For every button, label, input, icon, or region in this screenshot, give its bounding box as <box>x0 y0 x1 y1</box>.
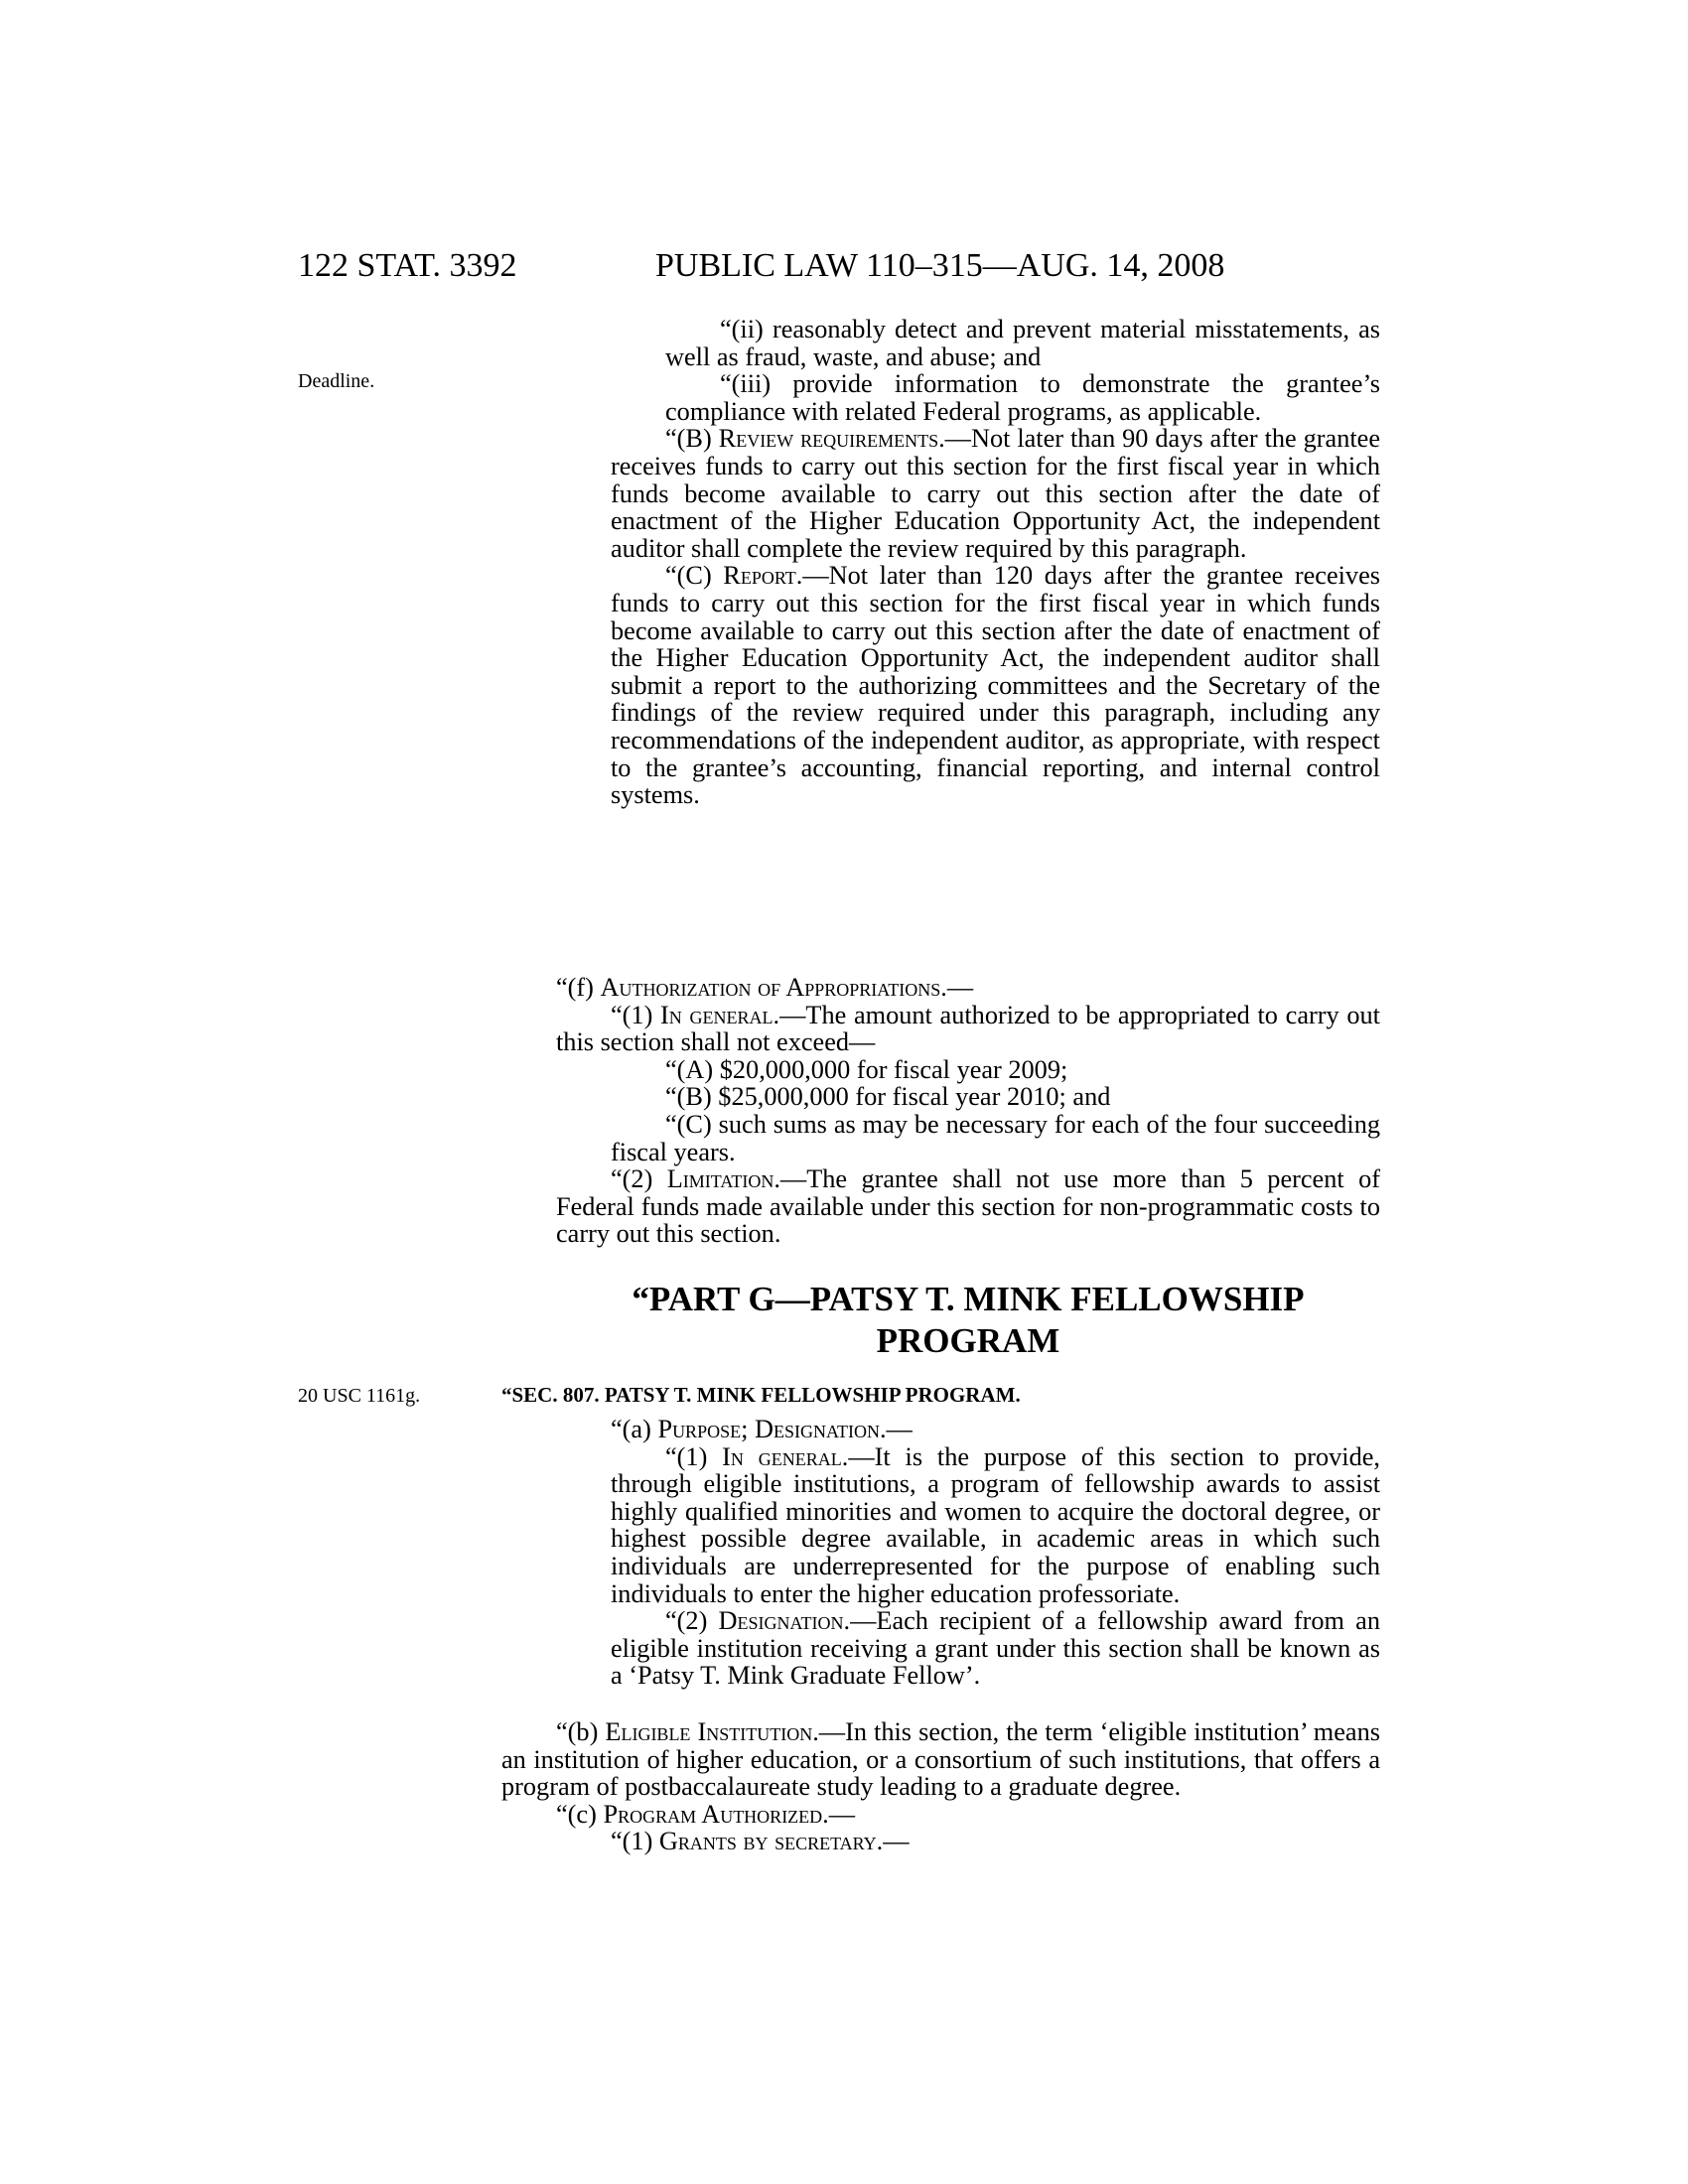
subsection-a <box>556 1416 1380 1443</box>
section-heading: “SEC. 807. PATSY T. MINK FELLOWSHIP PROGRAM. <box>501 1383 1021 1407</box>
subsection-c-label: “(c) <box>556 1799 604 1829</box>
subparagraph-b <box>556 425 1380 562</box>
subparagraph-b-heading: Review requirements. <box>718 424 945 454</box>
text-block-upper <box>556 316 1380 809</box>
text-block-section-807 <box>556 1416 1380 1690</box>
subsection-a-heading: Purpose; Designation. <box>657 1415 887 1443</box>
subparagraph-b-text: —Not later than 90 days after the grantee receives funds to carry out this section for the first fiscal year in which funds become available to carry out this section after the date of enactment of the Higher Education Opportunity Act, the independent auditor shall complete the review required by this paragraph. <box>611 424 1380 563</box>
paragraph-c1 <box>501 1828 1380 1855</box>
paragraph-a1 <box>556 1443 1380 1608</box>
subsection-b-heading: Eligible Institution. <box>605 1717 819 1746</box>
subsection-b-text: —In this section, the term ‘eligible institution’ means an institution of higher education, or a consortium of such institutions, that offers a program of postbaccalaureate study leading to a graduate degree. <box>501 1717 1380 1802</box>
paragraph-f1-label: “(1) <box>611 1000 661 1029</box>
margin-note-usc: 20 USC 1161g. <box>298 1385 421 1407</box>
subsection-b <box>501 1718 1380 1801</box>
paragraph-c1-heading: Grants by secretary. <box>658 1827 884 1856</box>
subparagraph-f1-c: “(C) such sums as may be necessary for each of the four succeeding fiscal years. <box>611 1109 1380 1166</box>
paragraph-c1-dash: — <box>883 1827 910 1856</box>
subparagraph-c-heading: Report. <box>723 561 803 591</box>
paragraph-f2 <box>556 1165 1380 1248</box>
paragraph-a2-text: —Each recipient of a fellowship award from an eligible institution receiving a grant under this section shall be known as a ‘Patsy T. Mink Graduate Fellow’. <box>611 1606 1380 1691</box>
page-stat-citation: 122 STAT. 3392 <box>298 247 517 284</box>
part-title-line-1: “PART G—PATSY T. MINK FELLOWSHIP <box>632 1280 1305 1318</box>
paragraph-a2-label: “(2) <box>665 1606 719 1636</box>
subparagraph-f1-a: “(A) $20,000,000 for fiscal year 2009; <box>665 1054 1068 1084</box>
paragraph-a2-heading: Designation. <box>718 1606 851 1636</box>
paragraph-f2-heading: Limitation. <box>666 1164 780 1194</box>
clause-ii: “(ii) reasonably detect and prevent material misstatements, as well as fraud, waste, and abuse; and <box>665 315 1380 371</box>
subsection-c-dash: — <box>828 1799 856 1829</box>
page-running-title: PUBLIC LAW 110–315—AUG. 14, 2008 <box>655 247 1225 284</box>
subsection-f <box>556 974 1380 1002</box>
part-title <box>556 1279 1380 1362</box>
paragraph-a1-heading: In general. <box>722 1441 849 1471</box>
subsection-a-label: “(a) <box>611 1415 658 1443</box>
subsection-f-dash: — <box>946 973 974 1002</box>
paragraph-f1-text: —The amount authorized to be appropriated to carry out this section shall not exceed— <box>556 1000 1380 1057</box>
subsection-b-label: “(b) <box>556 1717 606 1746</box>
paragraph-a2 <box>556 1607 1380 1690</box>
text-block-eligible-institution <box>501 1718 1380 1855</box>
paragraph-c1-label: “(1) <box>611 1827 659 1856</box>
paragraph-a1-label: “(1) <box>665 1441 723 1471</box>
subsection-a-dash: — <box>886 1415 913 1443</box>
paragraph-a1-text: —It is the purpose of this section to provide, through eligible institutions, a program of fellowship awards to assist highly qualified minorities and women to acquire the doctoral degree, or highest possible degree available, in academic areas in which such individuals are underrepresented for the purpose of enabling such individuals to enter the higher education professoriate. <box>611 1441 1380 1608</box>
subsection-c <box>501 1801 1380 1829</box>
subsection-c-heading: Program Authorized. <box>603 1799 829 1829</box>
subsection-f-label: “(f) <box>556 973 601 1002</box>
subparagraph-f1-b: “(B) $25,000,000 for fiscal year 2010; and <box>665 1082 1111 1112</box>
subparagraph-c-label: “(C) <box>665 561 724 591</box>
clause-iii: “(iii) provide information to demonstrate the grantee’s compliance with related Federal programs, as applicable. <box>665 369 1380 426</box>
subparagraph-c-text: —Not later than 120 days after the grantee receives funds to carry out this section for the first fiscal year in which funds become available to carry out this section after the date of enactment of the Higher Education Opportunity Act, the independent auditor shall submit a report to the authorizing committees and the Secretary of the findings of the review required under this paragraph, including any recommendations of the independent auditor, as appropriate, with respect to the grantee’s accounting, financial reporting, and internal control systems. <box>611 561 1380 810</box>
part-title-line-2: PROGRAM <box>876 1321 1060 1360</box>
margin-note-deadline: Deadline. <box>298 370 375 392</box>
subparagraph-c <box>556 562 1380 808</box>
paragraph-f2-label: “(2) <box>611 1164 667 1194</box>
paragraph-f1-heading: In general. <box>660 1000 780 1029</box>
paragraph-f1 <box>556 1002 1380 1056</box>
text-block-appropriations <box>556 974 1380 1248</box>
subsection-f-heading: Authorization of Appropriations. <box>600 973 947 1002</box>
paragraph-f2-text: —The grantee shall not use more than 5 percent of Federal funds made available under this section for non-programmatic costs to carry out this section. <box>556 1164 1380 1249</box>
subparagraph-b-label: “(B) <box>665 424 719 454</box>
